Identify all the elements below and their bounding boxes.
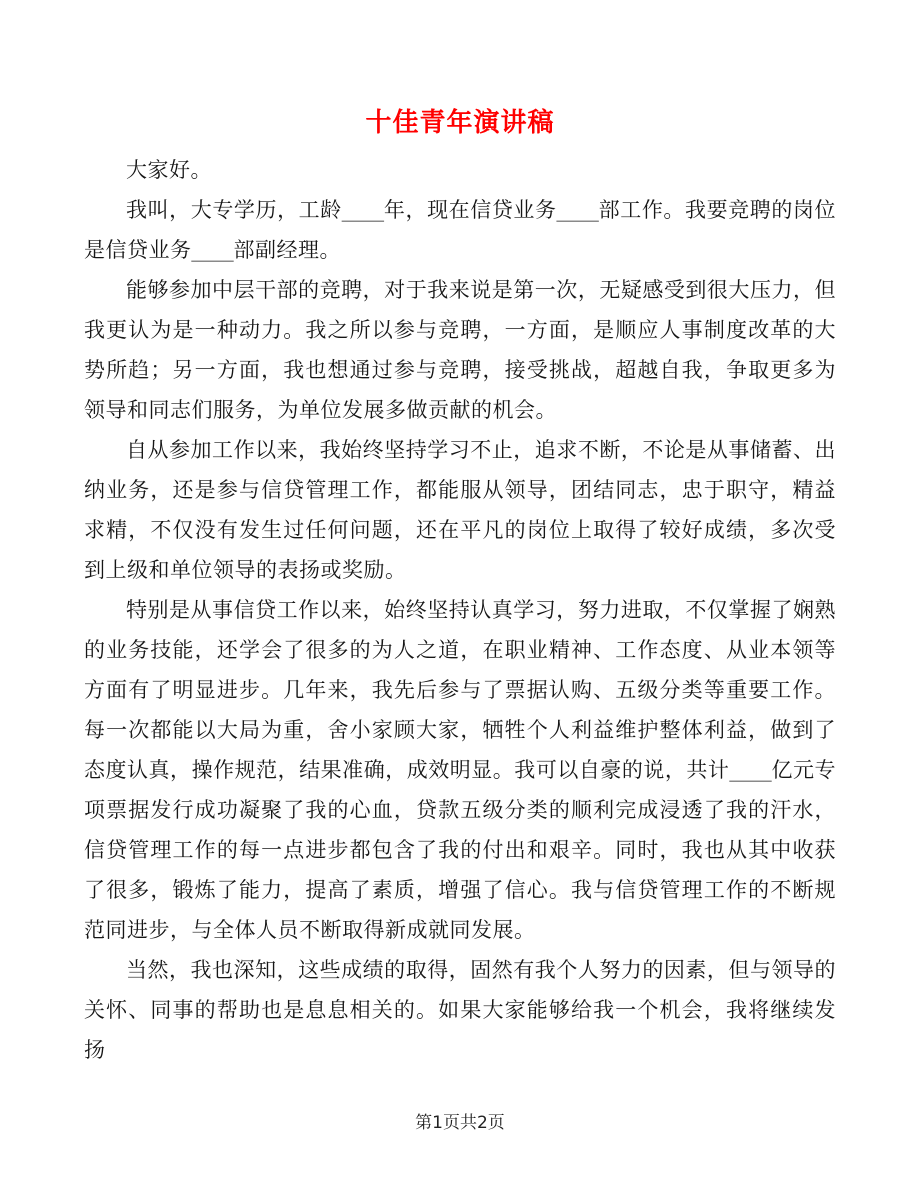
fill-in-blank: ____	[556, 198, 599, 222]
fill-in-blank: ____	[341, 198, 384, 222]
paragraph-credit-experience: 特别是从事信贷工作以来，始终坚持认真学习，努力进取，不仅掌握了娴熟的业务技能，还学会了很多的为人之道，在职业精神、工作态度、从业本领等方面有了明显进步。几年来，我先后参与了票据认购、五级分类等重要工作。每一次都能以大局为重，舍小家顾大家，牺牲个人利益维护整体利益，做到了态度认真，操作规范，结果准确，成效明显。我可以自豪的说，共计____亿元专项票据发行成功凝聚了我的心血，贷款五级分类的顺利完成浸透了我的汗水，信贷管理工作的每一点进步都包含了我的付出和艰辛。同时，我也从其中收获了很多，锻炼了能力，提高了素质，增强了信心。我与信贷管理工作的不断规范同进步，与全体人员不断取得新成就同发展。	[84, 598, 836, 942]
paragraph-self-intro: 我叫，大专学历，工龄____年，现在信贷业务____部工作。我要竞聘的岗位是信贷业务____部副经理。	[84, 198, 837, 262]
page-title: 十佳青年演讲稿	[365, 108, 555, 138]
document-body	[0, 150, 920, 1070]
paragraph-work-history: 自从参加工作以来，我始终坚持学习不止，追求不断，不论是从事储蓄、出纳业务，还是参与信贷管理工作，都能服从领导，团结同志，忠于职守，精益求精，不仅没有发生过任何问题，还在平凡的岗位上取得了较好成绩，多次受到上级和单位领导的表扬或奖励。	[84, 438, 836, 582]
fill-in-blank: ____	[729, 758, 772, 782]
page-footer: 第1页共2页	[415, 1113, 505, 1133]
paragraph-greeting: 大家好。	[126, 158, 212, 182]
paragraph-acknowledgement: 当然，我也深知，这些成绩的取得，固然有我个人努力的因素，但与领导的关怀、同事的帮助也是息息相关的。如果大家能够给我一个机会，我将继续发扬	[84, 958, 836, 1062]
fill-in-blank: ____	[191, 238, 234, 262]
paragraph-motivation: 能够参加中层干部的竞聘，对于我来说是第一次，无疑感受到很大压力，但我更认为是一种动力。我之所以参与竞聘，一方面，是顺应人事制度改革的大势所趋；另一方面，我也想通过参与竞聘，接受挑战，超越自我，争取更多为领导和同志们服务，为单位发展多做贡献的机会。	[84, 278, 836, 422]
